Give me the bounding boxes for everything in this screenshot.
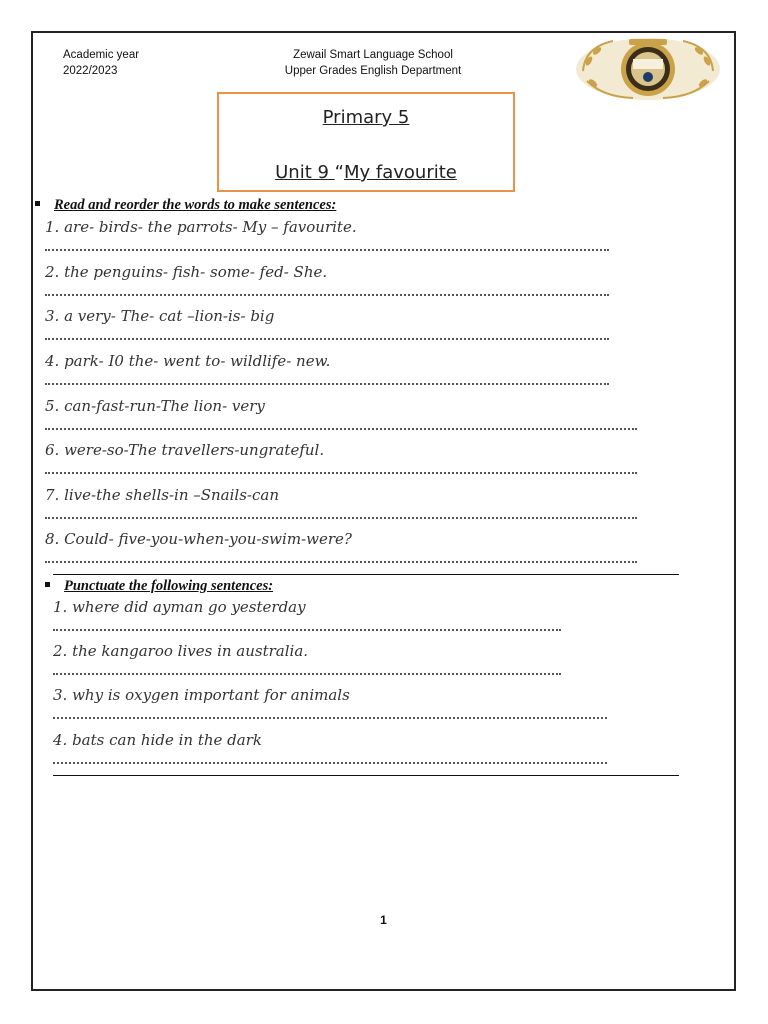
reorder-item-8: 8. Could- five-you-when-you-swim-were? — [45, 530, 352, 548]
unit-number: Unit 9 — [275, 162, 335, 183]
section-heading-reorder: Read and reorder the words to make sentences: — [35, 197, 336, 214]
grade-title: Primary 5 — [322, 107, 410, 128]
reorder-item-1: 1. are- birds- the parrots- My – favourite. — [45, 218, 357, 236]
school-header — [233, 47, 513, 79]
unit-name: My favourite — [343, 162, 457, 183]
punctuate-answer-line-4[interactable] — [53, 761, 607, 764]
reorder-item-7: 7. live-the shells-in –Snails-can — [45, 486, 279, 504]
punctuate-answer-line-3[interactable] — [53, 716, 607, 719]
department-name: Upper Grades English Department — [284, 65, 462, 77]
bullet-icon — [45, 582, 50, 587]
punctuate-item-3: 3. why is oxygen important for animals — [53, 686, 350, 704]
punctuate-item-4: 4. bats can hide in the dark — [53, 731, 262, 749]
school-crest-logo — [573, 37, 723, 101]
unit-open-quote: “ — [334, 162, 344, 183]
worksheet-page — [31, 31, 736, 991]
school-name: Zewail Smart Language School — [293, 49, 453, 61]
section-divider — [53, 574, 679, 575]
reorder-item-6: 6. were-so-The travellers-ungrateful. — [45, 441, 325, 459]
answer-line-8[interactable] — [45, 560, 637, 563]
reorder-item-4: 4. park- I0 the- went to- wildlife- new. — [45, 352, 331, 370]
punctuate-answer-line-2[interactable] — [53, 672, 561, 675]
section-bottom-rule — [53, 775, 679, 776]
academic-year — [63, 47, 139, 79]
answer-line-6[interactable] — [45, 471, 637, 474]
punctuate-item-1: 1. where did ayman go yesterday — [53, 598, 306, 616]
section-heading-punctuate: Punctuate the following sentences: — [45, 578, 273, 595]
unit-title — [219, 162, 513, 183]
answer-line-4[interactable] — [45, 382, 609, 385]
answer-line-5[interactable] — [45, 427, 637, 430]
bullet-icon — [35, 201, 40, 206]
academic-year-value: 2022/2023 — [63, 65, 118, 77]
reorder-item-5: 5. can-fast-run-The lion- very — [45, 397, 265, 415]
reorder-item-2: 2. the penguins- fish- some- fed- She. — [45, 263, 328, 281]
answer-line-1[interactable] — [45, 248, 609, 251]
reorder-item-3: 3. a very- The- cat –lion-is- big — [45, 307, 275, 325]
answer-line-7[interactable] — [45, 516, 637, 519]
answer-line-2[interactable] — [45, 293, 609, 296]
title-box — [217, 92, 515, 192]
page-number: 1 — [380, 913, 387, 927]
answer-line-3[interactable] — [45, 337, 609, 340]
punctuate-answer-line-1[interactable] — [53, 628, 561, 631]
academic-year-label: Academic year — [63, 49, 140, 61]
punctuate-item-2: 2. the kangaroo lives in australia. — [53, 642, 309, 660]
